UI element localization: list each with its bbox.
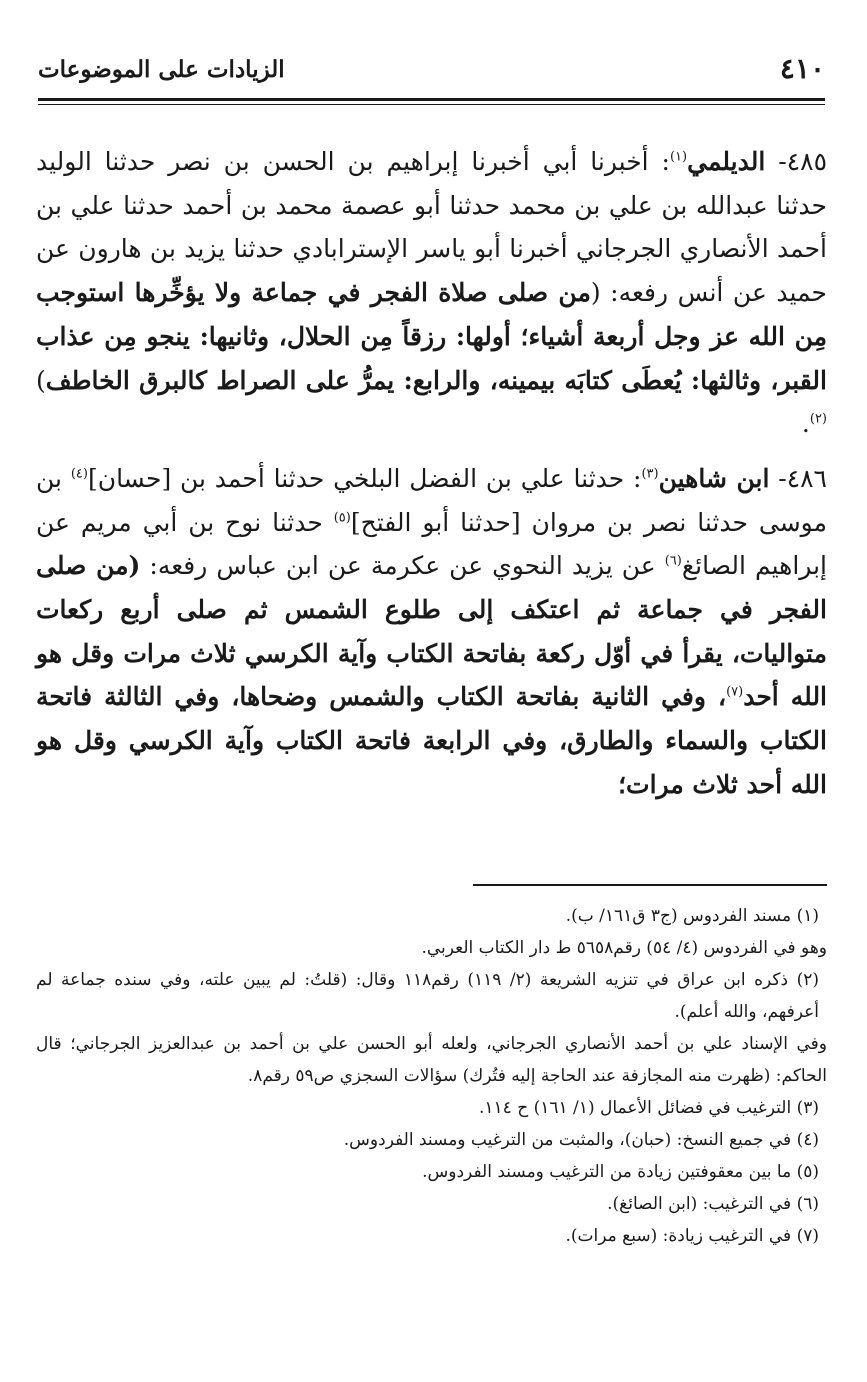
isnad-chain: حدثنا نوح بن أبي مريم عن إبراهيم الصائغ <box>36 507 827 581</box>
footnote: (٣) الترغيب في فضائل الأعمال (١/ ١٦١) ح ١١٤. <box>479 1098 819 1118</box>
entry-number: ٤٨٦- <box>778 463 827 493</box>
footnote-marker: (٣) <box>641 466 659 482</box>
entry-number: ٤٨٥- <box>778 147 828 176</box>
page-number: ٤١٠ <box>779 52 825 85</box>
footnote-marker: (٧) <box>726 685 744 701</box>
footnote-marker: (٤) <box>70 466 88 482</box>
footnote: (٥) ما بين معقوفتين زيادة من الترغيب ومسند الفردوس. <box>422 1162 819 1182</box>
entry-486 <box>36 457 827 807</box>
isnad-chain: : أخبرنا أبي أخبرنا إبراهيم بن الحسن بن نصر حدثنا الوليد حدثنا عبدالله بن علي بن محمد حدثنا أبو عصمة محمد بن أحمد حدثنا علي بن أحمد الأنصاري الجرجاني أخبرنا أبو ياسر الإسترابادي حدثنا يزيد بن هارون عن حميد عن أنس رفعه: ( <box>36 147 827 308</box>
footnote: (٦) في الترغيب: (ابن الصائغ). <box>607 1194 819 1214</box>
entry-end: . <box>801 409 810 439</box>
footnote: (٢) ذكره ابن عراق في تنزيه الشريعة (٢/ ١١٩) رقم١١٨ وقال: (قلتُ: لم يبين علته، وفي سنده جماعة لم أعرفهم، والله أعلم). <box>36 970 819 1022</box>
isnad-chain: : حدثنا علي بن الفضل البلخي حدثنا أحمد بن [حسان] <box>87 463 642 493</box>
hadith-text: من صلى صلاة الفجر في جماعة ولا يؤخِّرها استوجب مِن الله عز وجل أربعة أشياء؛ أولها: رزقاً مِن الحلال، وثانيها: ينجو مِن عذاب القبر، وثالثها: يُعطَى كتابَه بيمينه، والرابع: يمرُّ على الصراط كالبرق الخاطف <box>36 278 827 395</box>
hadith-text: ، وفي الثانية بفاتحة الكتاب والشمس وضحاها، وفي الثالثة فاتحة الكتاب والسماء والطارق، وفي الرابعة فاتحة الكتاب وآية الكرسي وقل هو الله أحد ثلاث مرات؛ <box>36 682 827 799</box>
footnote-marker: (٦) <box>664 554 682 569</box>
running-title: الزيادات على الموضوعات <box>38 56 285 83</box>
footnotes <box>36 900 827 1252</box>
footnote: (٤) في جميع النسخ: (حبان)، والمثبت من الترغيب ومسند الفردوس. <box>343 1130 819 1150</box>
footnote-marker: (٥) <box>333 510 351 526</box>
entry-source: الديلمي <box>687 147 766 176</box>
hadith-close: ) <box>36 365 46 395</box>
entry-485 <box>36 140 827 446</box>
entry-source: ابن شاهين <box>658 463 770 493</box>
page-header <box>38 48 825 94</box>
header-rule-thin <box>38 104 825 105</box>
footnote: (١) مسند الفردوس (ج٣ ق١٦١/ ب). <box>565 906 819 926</box>
footnote-continuation: وهو في الفردوس (٤/ ٥٤) رقم٥٦٥٨ ط دار الكتاب العربي. <box>421 938 827 958</box>
hadith-text: (من صلى الفجر في جماعة ثم اعتكف إلى طلوع الشمس ثم صلى أربع ركعات متواليات، يقرأ في أوّل ركعة بفاتحة الكتاب وآية الكرسي ثلاث مرات وقل هو الله أحد <box>36 551 828 712</box>
main-text <box>36 140 827 818</box>
isnad-chain: عن يزيد النحوي عن عكرمة عن ابن عباس رفعه: <box>140 551 665 581</box>
isnad-chain: بن موسى حدثنا نصر بن مروان [حدثنا أبو الفتح] <box>36 463 827 537</box>
footnote-marker: (٢) <box>809 411 827 427</box>
footnote-marker: (١) <box>669 149 688 165</box>
footnote-continuation: وفي الإسناد علي بن أحمد الأنصاري الجرجاني، ولعله أبو الحسن علي بن أحمد بن عبدالعزيز الجرجاني؛ قال الحاكم: (ظهرت منه المجازفة عند الحاجة إليه فتُرك) سؤالات السجزي ص٥٩ رقم٨. <box>36 1034 827 1086</box>
header-rule-thick <box>38 98 825 101</box>
footnote-separator <box>473 884 827 886</box>
footnote: (٧) في الترغيب زيادة: (سبع مرات). <box>565 1226 819 1246</box>
